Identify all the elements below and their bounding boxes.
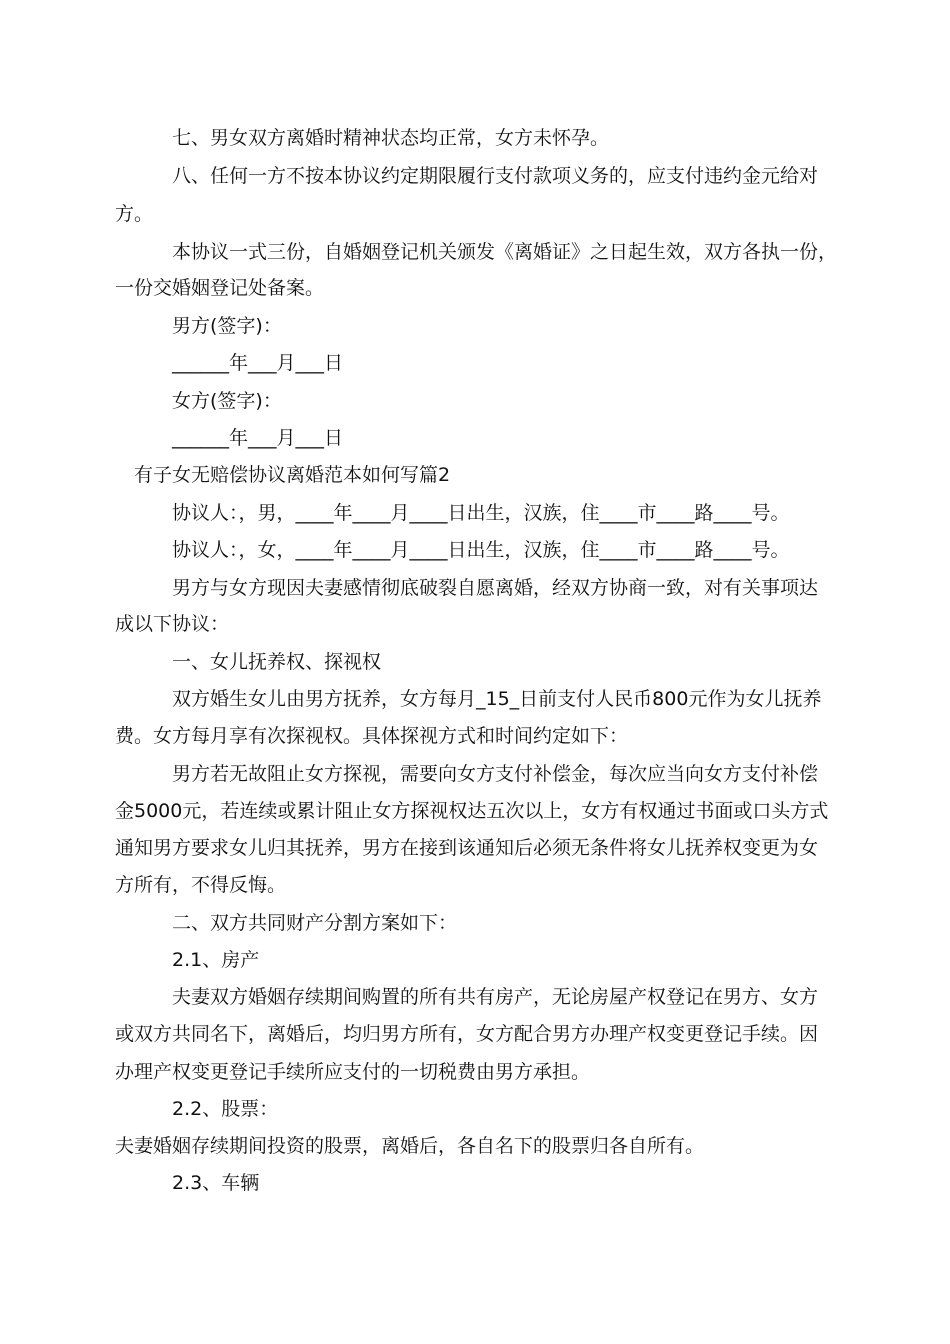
text-line: 八、任何一方不按本协议约定期限履行支付款项义务的，应支付违约金元给对 bbox=[172, 165, 819, 187]
text-line: 一份交婚姻登记处备案。 bbox=[115, 277, 325, 299]
section-title: 有子女无赔偿协议离婚范本如何写篇2 bbox=[134, 464, 451, 486]
text-line: 男方若无故阻止女方探视，需要向女方支付补偿金，每次应当向女方支付补偿 bbox=[172, 763, 819, 785]
text-line: 双方婚生女儿由男方抚养，女方每月_15_日前支付人民币800元作为女儿抚养 bbox=[172, 688, 822, 710]
text-line: 夫妻婚姻存续期间投资的股票，离婚后，各自名下的股票归各自所有。 bbox=[115, 1135, 705, 1157]
text-line: 或双方共同名下，离婚后，均归男方所有，女方配合男方办理产权变更登记手续。因 bbox=[115, 1023, 819, 1045]
text-line: 成以下协议： bbox=[115, 613, 230, 635]
text-line: 协议人：，男，____年____月____日出生，汉族，住____市____路____号。 bbox=[172, 502, 790, 524]
text-line: 办理产权变更登记手续所应支付的一切税费由男方承担。 bbox=[115, 1061, 591, 1083]
text-line: 金5000元，若连续或累计阻止女方探视权达五次以上，女方有权通过书面或口头方式 bbox=[115, 800, 829, 822]
text-line: 一、女儿抚养权、探视权 bbox=[172, 651, 382, 673]
text-line: ______年___月___日 bbox=[172, 352, 344, 374]
text-line: 夫妻双方婚姻存续期间购置的所有共有房产，无论房屋产权登记在男方、女方 bbox=[172, 986, 819, 1008]
text-line: 2.2、股票： bbox=[172, 1098, 279, 1120]
text-line: 协议人：，女，____年____月____日出生，汉族，住____市____路____号。 bbox=[172, 539, 790, 561]
text-line: 费。女方每月享有次探视权。具体探视方式和时间约定如下： bbox=[115, 725, 629, 747]
text-line: 通知男方要求女儿归其抚养，男方在接到该通知后必须无条件将女儿抚养权变更为女 bbox=[115, 837, 819, 859]
text-line: 方。 bbox=[115, 203, 154, 225]
text-line: 二、双方共同财产分割方案如下： bbox=[172, 912, 458, 934]
text-line: 女方(签字)： bbox=[172, 390, 282, 412]
text-line: ______年___月___日 bbox=[172, 427, 344, 449]
text-line: 男方与女方现因夫妻感情彻底破裂自愿离婚，经双方协商一致，对有关事项达 bbox=[172, 577, 819, 599]
text-line: 2.3、车辆 bbox=[172, 1172, 260, 1194]
text-line: 方所有，不得反悔。 bbox=[115, 874, 287, 896]
text-line: 2.1、房产 bbox=[172, 949, 260, 971]
text-line: 男方(签字)： bbox=[172, 315, 282, 337]
text-line: 本协议一式三份，自婚姻登记机关颁发《离婚证》之日起生效，双方各执一份， bbox=[172, 241, 838, 263]
text-line: 七、男女双方离婚时精神状态均正常，女方未怀孕。 bbox=[172, 127, 610, 149]
